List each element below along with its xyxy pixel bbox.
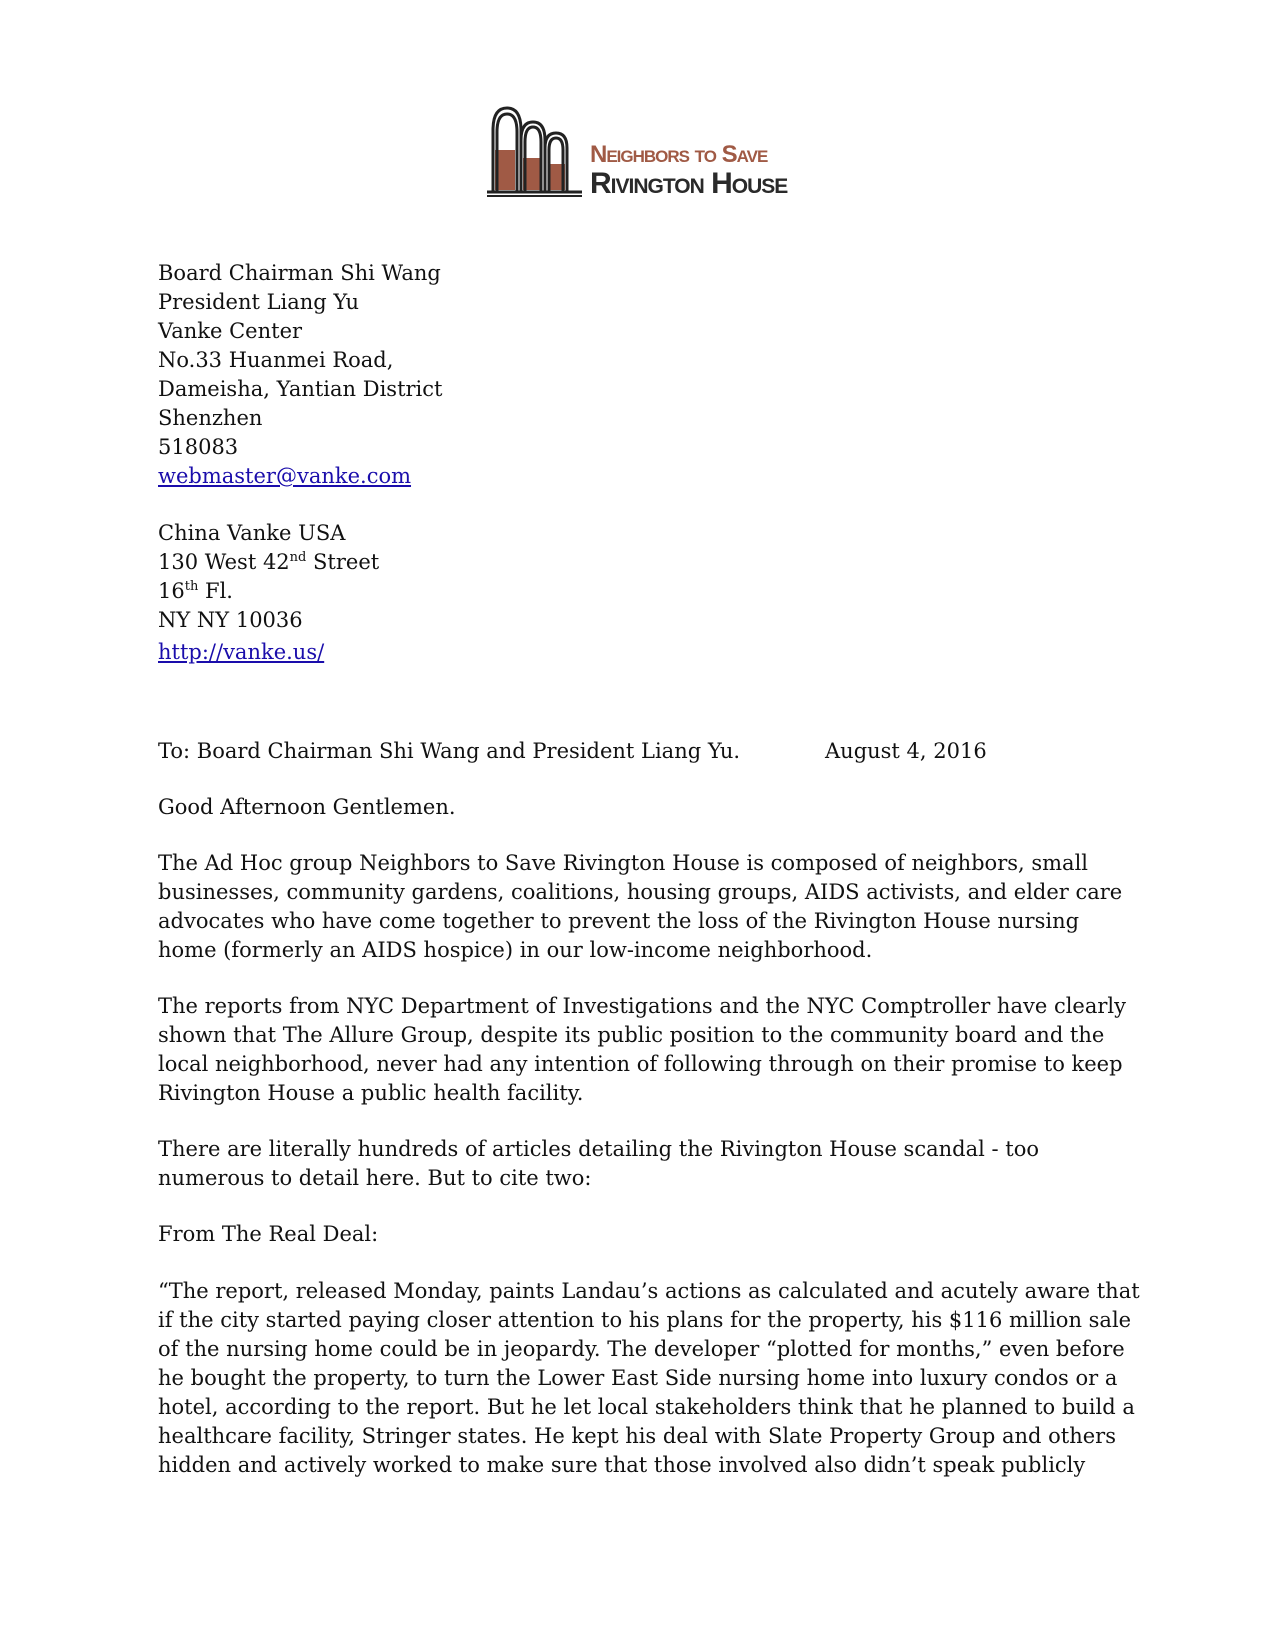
address-line: Shenzhen — [158, 406, 263, 430]
paragraph-line: The reports from NYC Department of Investigations and the NYC Comptroller have clearly — [158, 994, 1126, 1018]
address-line: China Vanke USA — [158, 521, 346, 545]
email-link[interactable]: webmaster@vanke.com — [158, 464, 412, 488]
paragraph-line: Rivington House a public health facility. — [158, 1081, 584, 1105]
paragraph-line: “The report, released Monday, paints Landau’s actions as calculated and acutely aware that — [158, 1279, 1140, 1303]
letter-date: August 4, 2016 — [825, 739, 987, 763]
paragraph-line: home (formerly an AIDS hospice) in our low-income neighborhood. — [158, 938, 873, 962]
logo-line-1: Neighbors to Save — [590, 141, 768, 168]
greeting: Good Afternoon Gentlemen. — [158, 795, 456, 819]
logo-line-2: Rivington House — [590, 167, 788, 200]
address-line: 518083 — [158, 435, 239, 459]
arches-logo-icon — [487, 100, 582, 200]
paragraph-line: There are literally hundreds of articles detailing the Rivington House scandal - too — [158, 1137, 1039, 1161]
quoted-paragraph — [158, 1277, 1148, 1480]
address-line: NY NY 10036 — [158, 608, 303, 632]
logo-wordmark — [590, 143, 787, 199]
to-line: To: Board Chairman Shi Wang and President Liang Yu. — [158, 739, 741, 763]
address-line: No.33 Huanmei Road, — [158, 348, 394, 372]
address-line: Dameisha, Yantian District — [158, 377, 443, 401]
recipient-usa-address — [158, 519, 1148, 667]
paragraph-line: businesses, community gardens, coalitions, housing groups, AIDS activists, and elder care — [158, 880, 1123, 904]
paragraph-line: of the nursing home could be in jeopardy. The developer “plotted for months,” even before — [158, 1337, 1125, 1361]
paragraph-line: he bought the property, to turn the Lower East Side nursing home into luxury condos or a — [158, 1366, 1118, 1390]
paragraph-line: From The Real Deal: — [158, 1222, 379, 1246]
paragraph — [158, 1135, 1148, 1193]
paragraph-line: hidden and actively worked to make sure that those involved also didn’t speak publicly — [158, 1453, 1086, 1477]
address-line: Vanke Center — [158, 319, 303, 343]
paragraph-line: numerous to detail here. But to cite two: — [158, 1166, 592, 1190]
paragraph-line: local neighborhood, never had any intention of following through on their promise to keep — [158, 1052, 1123, 1076]
recipient-address — [158, 259, 1148, 491]
paragraph-line: if the city started paying closer attention to his plans for the property, his $116 million sale — [158, 1308, 1132, 1332]
paragraph-line: advocates who have come together to prevent the loss of the Rivington House nursing — [158, 909, 1080, 933]
paragraph — [158, 992, 1148, 1108]
organization-logo — [487, 100, 817, 205]
paragraph — [158, 849, 1148, 965]
address-line: President Liang Yu — [158, 290, 359, 314]
website-link[interactable]: http://vanke.us/ — [158, 640, 325, 664]
street-line: 130 West 42nd Street — [158, 550, 380, 574]
paragraph-line: hotel, according to the report. But he let local stakeholders think that he planned to build a — [158, 1395, 1135, 1419]
paragraph-line: shown that The Allure Group, despite its public position to the community board and the — [158, 1023, 1105, 1047]
address-line: Board Chairman Shi Wang — [158, 261, 441, 285]
paragraph-line: healthcare facility, Stringer states. He kept his deal with Slate Property Group and others — [158, 1424, 1116, 1448]
floor-line: 16th Fl. — [158, 579, 233, 603]
paragraph — [158, 1220, 1148, 1249]
paragraph-line: The Ad Hoc group Neighbors to Save Rivington House is composed of neighbors, small — [158, 851, 1089, 875]
